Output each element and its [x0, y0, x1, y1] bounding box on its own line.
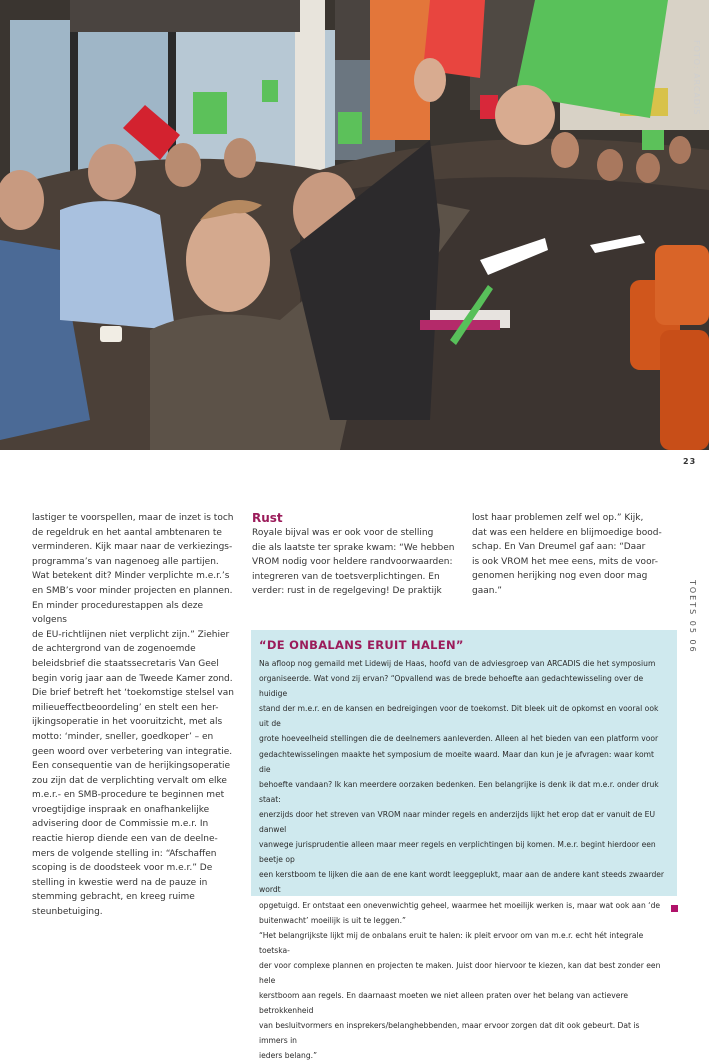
- column-1-text: lastiger te voorspellen, maar de inzet is toch de regeldruk en het aantal ambtenaren te verminderen. Kijk maar naar de verkiezings- programma’s van nagenoeg alle partijen. Wat betekent dit? Minder verplichte m.e.r.’s en SMB’s voor minder projecten en plannen. En minder procedurestappen als deze volgens de EU-richtlijnen niet verplicht zijn.” Ziehier de achtergrond van de zogenoemde beleidsbrief die staatssecretaris Van Geel begin vorig jaar aan de Tweede Kamer zond. Die brief betreft het ‘toekomstige stelsel van milieueffectbeoordeling’ en stelt een her- ijkingsoperatie in het vooruitzicht, met als motto: ‘minder, sneller, goedkoper’ – en geen woord over verbetering van integratie. Een consequentie van de herijkingsoperatie zou zijn dat de verplichting vervalt om elke m.e.r.- en SMB-procedure te beginnen met vroegtijdige inspraak en onafhankelijke advisering door de Commissie m.e.r. In reactie hierop diende een van de deelne- mers de volgende stelling in: “Afschaffen scoping is de doodsteek voor m.e.r.” De stelling in kwestie werd na de pauze in stemming gebracht, en kreeg ruime steunbetuiging.: [32, 513, 234, 918]
- photo-credit: FOTO: ARCADIS: [692, 40, 701, 116]
- article-column-3: [472, 511, 677, 599]
- section-heading-rust: Rust: [252, 511, 283, 525]
- page-number: 23: [683, 457, 697, 466]
- article-column-2: [252, 511, 457, 599]
- voting-audience-illustration: [0, 0, 709, 450]
- column-2-text: Royale bijval was er ook voor de stelling die als laatste ter sprake kwam: “We hebben VROM nodig voor heldere randvoorwaarden: integreren van de toetsverplichtingen. En verder: rust in de regelgeving! De praktijk: [252, 528, 455, 597]
- column-3-text: lost haar problemen zelf wel op.” Kijk, dat was een heldere en blijmoedige bood- schap. En Van Dreumel gaf aan: “Daar is ook VROM het mee eens, mits de voor- genomen herijking nog even door mag gaan.”: [472, 513, 662, 596]
- article-end-mark: [671, 905, 678, 912]
- symposium-photo: [0, 0, 709, 450]
- interview-box-text: Na afloop nog gemaild met Lidewij de Haas, hoofd van de adviesgroep van ARCADIS die het symposium organiseerde. Wat vond zij ervan? “Opvallend was de brede behoefte aan gedachtewisseling over de huidige stand der m.e.r. en de kansen en bedreigingen voor de toekomst. Dit bleek uit de opkomst en vooral ook uit de grote hoeveelheid stellingen die de deelnemers aanleverden. Alleen al het bieden van een platform voor gedachtewisselingen maakte het symposium de moeite waard. Maar dan kun je je afvragen: waar komt die behoefte vandaan? Ik kan meerdere oorzaken bedenken. Een belangrijke is denk ik dat m.e.r. onder druk staat: enerzijds door het streven van VROM naar minder regels en anderzijds lijkt het erop dat er vanuit de EU danwel vanwege jurisprudentie alleen maar meer regels en verplichtingen bij komen. M.e.r. begint hierdoor een beetje op een kerstboom te lijken die aan de ene kant wordt leeggeplukt, maar aan de andere kant steeds zwaarder wordt opgetuigd. Er ontstaat een onevenwichtig geheel, waarmee het moeilijk werken is, maar wat ook aan ‘de buitenwacht’ moeilijk is uit te leggen.” “Het belangrijkste lijkt mij de onbalans eruit te halen: ik pleit ervoor om van m.e.r. echt hét integrale toetska- der voor complexe plannen en projecten te maken. Juist door hiervoor te kiezen, kan dat best zonder een hele kerstboom aan regels. En daarnaast moeten we niet alleen praten over het belang van actievere betrokkenheid van besluitvormers en insprekers/belanghebbenden, maar ervoor zorgen dat dit ook gebeurt. Dat is immers in ieders belang.”: [259, 659, 665, 1061]
- interview-box-title: “DE ONBALANS ERUIT HALEN”: [259, 638, 464, 652]
- magazine-side-label: TOETS 05 06: [688, 580, 697, 654]
- article-column-1: [32, 511, 237, 920]
- interview-box: [251, 630, 677, 1061]
